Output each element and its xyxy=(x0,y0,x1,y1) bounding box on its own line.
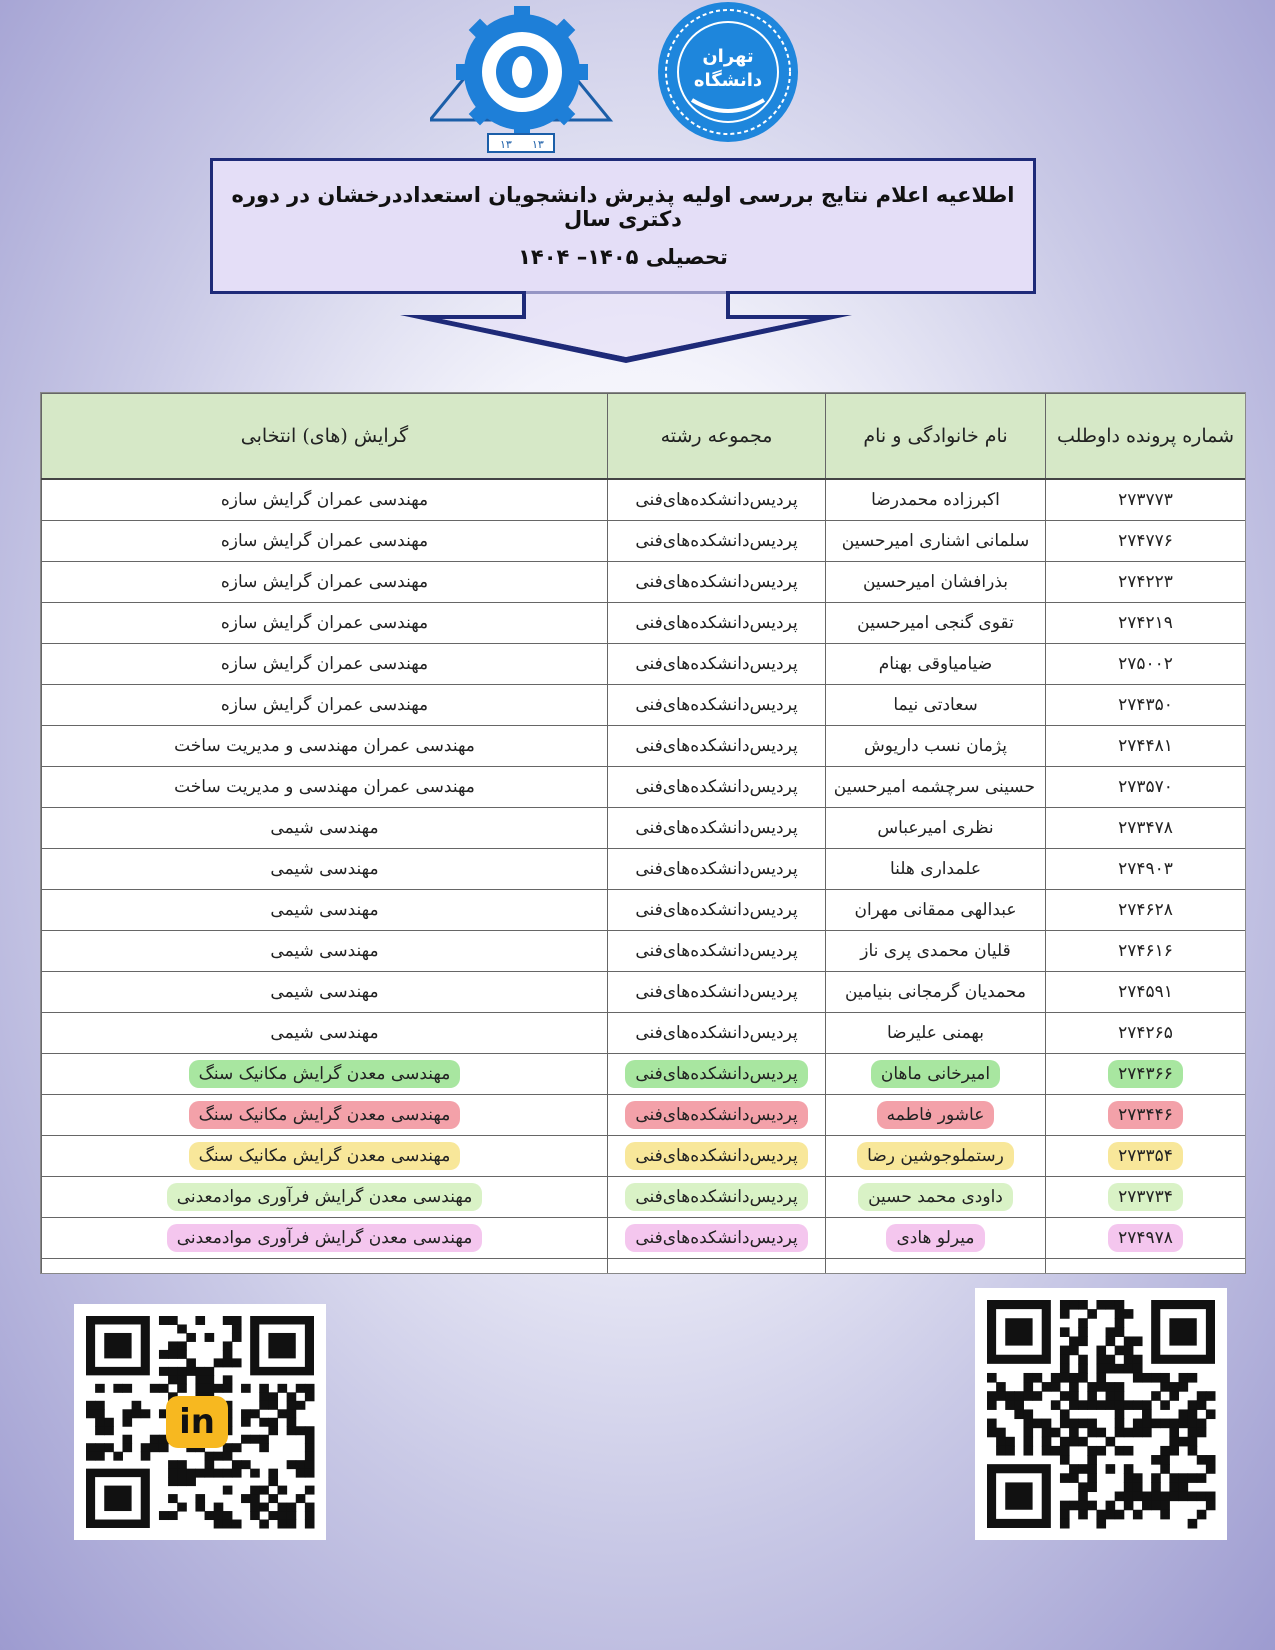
cell-full-name-text: پژمان نسب داریوش xyxy=(863,736,1008,756)
qr-code-icon xyxy=(975,1288,1227,1540)
cell-full-name xyxy=(826,849,1046,890)
cell-full-name-text: امیرخانی ماهان xyxy=(871,1060,1000,1088)
cell-full-name xyxy=(826,1095,1046,1136)
cell-selected-field-text: مهندسی معدن گرایش مکانیک سنگ xyxy=(189,1060,461,1088)
cell-selected-field xyxy=(42,603,608,644)
cell-full-name-text: سعادتی نیما xyxy=(893,695,978,715)
svg-text:دانشگاه: دانشگاه xyxy=(693,70,763,91)
header-program-group: مجموعه رشته xyxy=(608,394,826,480)
cell-program-group-text: پردیس‌دانشکده‌های‌فنی xyxy=(635,941,798,961)
cell-program-group-text: پردیس‌دانشکده‌های‌فنی xyxy=(635,654,798,674)
cell-file-number-text: ۲۷۴۲۱۹ xyxy=(1118,613,1173,633)
cell-file-number xyxy=(1046,931,1246,972)
cell-full-name-text: بذرافشان امیرحسین xyxy=(862,572,1009,592)
cell-selected-field xyxy=(42,685,608,726)
cell-selected-field-text: مهندسی شیمی xyxy=(270,900,379,920)
cell-program-group-text: پردیس‌دانشکده‌های‌فنی xyxy=(625,1183,807,1211)
cell-full-name xyxy=(826,603,1046,644)
cell-full-name xyxy=(826,562,1046,603)
cell-file-number-text: ۲۷۴۲۶۵ xyxy=(1118,1023,1173,1043)
cell-full-name-text: محمدیان گرمجانی بنیامین xyxy=(844,982,1026,1002)
cell-file-number xyxy=(1046,1136,1246,1177)
cell-program-group-text: پردیس‌دانشکده‌های‌فنی xyxy=(625,1224,807,1252)
down-arrow-icon xyxy=(400,291,852,369)
header-full-name: نام خانوادگی و نام xyxy=(826,394,1046,480)
cell-program-group-text: پردیس‌دانشکده‌های‌فنی xyxy=(635,572,798,592)
cell-empty xyxy=(608,1259,826,1275)
cell-selected-field xyxy=(42,1054,608,1095)
cell-full-name-text: رستملوجوشین رضا xyxy=(857,1142,1014,1170)
cell-program-group xyxy=(608,1013,826,1054)
linkedin-badge-icon: in xyxy=(166,1396,228,1448)
logos xyxy=(430,0,820,158)
cell-program-group xyxy=(608,1136,826,1177)
cell-program-group xyxy=(608,849,826,890)
cell-file-number xyxy=(1046,521,1246,562)
cell-selected-field xyxy=(42,890,608,931)
cell-file-number xyxy=(1046,1054,1246,1095)
cell-program-group xyxy=(608,603,826,644)
cell-program-group-text: پردیس‌دانشکده‌های‌فنی xyxy=(635,982,798,1002)
cell-program-group-text: پردیس‌دانشکده‌های‌فنی xyxy=(635,818,798,838)
cell-selected-field-text: مهندسی عمران گرایش سازه xyxy=(220,654,429,674)
cell-selected-field-text: مهندسی عمران گرایش سازه xyxy=(220,531,429,551)
cell-full-name xyxy=(826,1136,1046,1177)
cell-full-name-text: قلیان محمدی پری ناز xyxy=(860,941,1011,961)
cell-program-group-text: پردیس‌دانشکده‌های‌فنی xyxy=(635,490,798,510)
cell-full-name-text: داودی محمد حسین xyxy=(858,1183,1013,1211)
cell-selected-field-text: مهندسی عمران گرایش سازه xyxy=(220,613,429,633)
cell-file-number xyxy=(1046,644,1246,685)
cell-file-number xyxy=(1046,603,1246,644)
table-row xyxy=(42,521,1246,562)
cell-selected-field xyxy=(42,1177,608,1218)
cell-full-name-text: اکبرزاده محمدرضا xyxy=(871,490,1000,510)
cell-full-name-text: ضیامیاوقی بهنام xyxy=(878,654,993,674)
cell-program-group xyxy=(608,767,826,808)
cell-file-number xyxy=(1046,808,1246,849)
cell-full-name-text: بهمنی علیرضا xyxy=(887,1023,984,1043)
table-row xyxy=(42,685,1246,726)
cell-selected-field-text: مهندسی شیمی xyxy=(270,982,379,1002)
cell-file-number xyxy=(1046,685,1246,726)
cell-file-number xyxy=(1046,972,1246,1013)
table-row xyxy=(42,479,1246,521)
table-row xyxy=(42,767,1246,808)
svg-text:تهران: تهران xyxy=(702,46,754,67)
cell-file-number xyxy=(1046,849,1246,890)
cell-file-number-text: ۲۷۴۶۱۶ xyxy=(1118,941,1173,961)
cell-program-group xyxy=(608,931,826,972)
cell-selected-field xyxy=(42,808,608,849)
cell-selected-field xyxy=(42,1095,608,1136)
header-file-number: شماره پرونده داوطلب xyxy=(1046,394,1246,480)
university-of-tehran-logo xyxy=(658,2,798,142)
cell-program-group xyxy=(608,808,826,849)
cell-program-group xyxy=(608,1095,826,1136)
cell-program-group-text: پردیس‌دانشکده‌های‌فنی xyxy=(625,1101,807,1129)
table-row xyxy=(42,562,1246,603)
cell-program-group-text: پردیس‌دانشکده‌های‌فنی xyxy=(625,1060,807,1088)
cell-program-group-text: پردیس‌دانشکده‌های‌فنی xyxy=(635,531,798,551)
cell-file-number-text: ۲۷۴۷۷۶ xyxy=(1118,531,1173,551)
table-row xyxy=(42,1095,1246,1136)
cell-selected-field-text: مهندسی معدن گرایش مکانیک سنگ xyxy=(189,1101,461,1129)
cell-file-number xyxy=(1046,767,1246,808)
cell-program-group xyxy=(608,890,826,931)
cell-program-group-text: پردیس‌دانشکده‌های‌فنی xyxy=(635,777,798,797)
cell-program-group-text: پردیس‌دانشکده‌های‌فنی xyxy=(625,1142,807,1170)
cell-program-group xyxy=(608,1054,826,1095)
cell-selected-field xyxy=(42,1218,608,1259)
table-row xyxy=(42,890,1246,931)
cell-program-group-text: پردیس‌دانشکده‌های‌فنی xyxy=(635,1023,798,1043)
cell-full-name xyxy=(826,890,1046,931)
cell-full-name xyxy=(826,726,1046,767)
cell-file-number xyxy=(1046,1095,1246,1136)
cell-program-group-text: پردیس‌دانشکده‌های‌فنی xyxy=(635,900,798,920)
cell-selected-field-text: مهندسی عمران گرایش سازه xyxy=(220,572,429,592)
cell-file-number-text: ۲۷۴۳۵۰ xyxy=(1118,695,1173,715)
table-row xyxy=(42,1177,1246,1218)
cell-empty xyxy=(1046,1259,1246,1275)
cell-program-group-text: پردیس‌دانشکده‌های‌فنی xyxy=(635,613,798,633)
cell-full-name xyxy=(826,808,1046,849)
cell-full-name xyxy=(826,1054,1046,1095)
cell-selected-field-text: مهندسی معدن گرایش فرآوری موادمعدنی xyxy=(167,1224,483,1252)
table-row xyxy=(42,603,1246,644)
svg-text:۱۳: ۱۳ xyxy=(500,138,512,151)
cell-file-number-text: ۲۷۳۵۷۰ xyxy=(1118,777,1173,797)
cell-selected-field xyxy=(42,644,608,685)
cell-program-group xyxy=(608,562,826,603)
table-row-partial xyxy=(42,1259,1246,1275)
cell-selected-field xyxy=(42,726,608,767)
cell-full-name-text: تقوی گنجی امیرحسین xyxy=(857,613,1014,633)
cell-program-group xyxy=(608,726,826,767)
cell-file-number-text: ۲۷۴۶۲۸ xyxy=(1118,900,1173,920)
cell-selected-field-text: مهندسی عمران گرایش سازه xyxy=(220,695,429,715)
cell-file-number xyxy=(1046,1013,1246,1054)
cell-full-name-text: علمداری هلنا xyxy=(889,859,982,879)
table-row xyxy=(42,931,1246,972)
cell-selected-field-text: مهندسی شیمی xyxy=(270,818,379,838)
cell-selected-field xyxy=(42,1013,608,1054)
cell-selected-field xyxy=(42,1136,608,1177)
cell-full-name xyxy=(826,767,1046,808)
cell-selected-field-text: مهندسی شیمی xyxy=(270,1023,379,1043)
cell-full-name-text: حسینی سرچشمه امیرحسین xyxy=(833,777,1035,797)
cell-selected-field xyxy=(42,479,608,521)
cell-full-name xyxy=(826,1218,1046,1259)
table-header-row xyxy=(42,394,1246,480)
cell-file-number-text: ۲۷۳۷۷۳ xyxy=(1118,490,1173,510)
cell-full-name-text: نظری امیرعباس xyxy=(877,818,994,838)
cell-file-number-text: ۲۷۳۴۴۶ xyxy=(1108,1101,1183,1129)
cell-full-name-text: عاشور فاطمه xyxy=(877,1101,995,1129)
table-row xyxy=(42,972,1246,1013)
cell-file-number-text: ۲۷۳۳۵۴ xyxy=(1108,1142,1183,1170)
results-table xyxy=(41,393,1246,1274)
cell-file-number-text: ۲۷۴۵۹۱ xyxy=(1118,982,1173,1002)
table-row xyxy=(42,1054,1246,1095)
cell-program-group xyxy=(608,972,826,1013)
header-selected-field: گرایش (های) انتخابی xyxy=(42,394,608,480)
cell-program-group-text: پردیس‌دانشکده‌های‌فنی xyxy=(635,859,798,879)
cell-program-group xyxy=(608,685,826,726)
cell-program-group-text: پردیس‌دانشکده‌های‌فنی xyxy=(635,736,798,756)
cell-selected-field xyxy=(42,767,608,808)
cell-file-number-text: ۲۷۳۴۷۸ xyxy=(1118,818,1173,838)
cell-program-group xyxy=(608,1218,826,1259)
announcement-banner xyxy=(210,158,1036,294)
table-row xyxy=(42,1136,1246,1177)
website-qr-code[interactable] xyxy=(975,1288,1227,1540)
cell-file-number-text: ۲۷۳۷۳۴ xyxy=(1108,1183,1183,1211)
cell-file-number xyxy=(1046,1177,1246,1218)
cell-full-name xyxy=(826,644,1046,685)
cell-file-number xyxy=(1046,890,1246,931)
cell-file-number-text: ۲۷۴۳۶۶ xyxy=(1108,1060,1183,1088)
cell-full-name xyxy=(826,685,1046,726)
cell-selected-field-text: مهندسی معدن گرایش فرآوری موادمعدنی xyxy=(167,1183,483,1211)
cell-program-group xyxy=(608,521,826,562)
cell-file-number xyxy=(1046,726,1246,767)
faculty-gear-logo xyxy=(430,6,610,152)
table-row xyxy=(42,808,1246,849)
svg-text:۱۳: ۱۳ xyxy=(532,138,544,151)
cell-file-number xyxy=(1046,562,1246,603)
cell-file-number xyxy=(1046,479,1246,521)
cell-selected-field-text: مهندسی معدن گرایش مکانیک سنگ xyxy=(189,1142,461,1170)
cell-selected-field-text: مهندسی شیمی xyxy=(270,941,379,961)
cell-selected-field xyxy=(42,972,608,1013)
cell-selected-field xyxy=(42,562,608,603)
cell-full-name xyxy=(826,931,1046,972)
cell-program-group xyxy=(608,1177,826,1218)
cell-empty xyxy=(42,1259,608,1275)
cell-selected-field-text: مهندسی عمران گرایش سازه xyxy=(220,490,429,510)
cell-program-group xyxy=(608,644,826,685)
cell-full-name-text: میرلو هادی xyxy=(886,1224,984,1252)
cell-file-number-text: ۲۷۴۹۷۸ xyxy=(1108,1224,1183,1252)
table-row xyxy=(42,1013,1246,1054)
cell-full-name-text: سلمانی اشناری امیرحسین xyxy=(841,531,1030,551)
cell-file-number xyxy=(1046,1218,1246,1259)
cell-selected-field xyxy=(42,849,608,890)
cell-full-name xyxy=(826,521,1046,562)
cell-full-name xyxy=(826,479,1046,521)
cell-program-group-text: پردیس‌دانشکده‌های‌فنی xyxy=(635,695,798,715)
table-row xyxy=(42,726,1246,767)
cell-full-name xyxy=(826,1177,1046,1218)
cell-full-name-text: عبدالهی ممقانی مهران xyxy=(854,900,1017,920)
cell-file-number-text: ۲۷۵۰۰۲ xyxy=(1118,654,1173,674)
table-row xyxy=(42,1218,1246,1259)
table-row xyxy=(42,849,1246,890)
cell-selected-field-text: مهندسی عمران مهندسی و مدیریت ساخت xyxy=(174,736,475,756)
faculty-logo-and-university-logo xyxy=(430,0,820,158)
cell-file-number-text: ۲۷۴۲۲۳ xyxy=(1118,572,1173,592)
cell-selected-field-text: مهندسی عمران مهندسی و مدیریت ساخت xyxy=(174,777,475,797)
banner-title-line-2: تحصیلی ۱۴۰۵– ۱۴۰۴ xyxy=(518,245,728,269)
cell-selected-field xyxy=(42,931,608,972)
cell-file-number-text: ۲۷۴۴۸۱ xyxy=(1118,736,1173,756)
table-row xyxy=(42,644,1246,685)
cell-full-name xyxy=(826,972,1046,1013)
results-table-container xyxy=(40,392,1246,1274)
cell-file-number-text: ۲۷۴۹۰۳ xyxy=(1118,859,1173,879)
cell-program-group xyxy=(608,479,826,521)
linkedin-qr-code[interactable] xyxy=(74,1304,326,1540)
banner-title-line-1: اطلاعیه اعلام نتایج بررسی اولیه پذیرش دانشجویان استعداددرخشان در دوره دکتری سال xyxy=(231,183,1015,231)
cell-selected-field-text: مهندسی شیمی xyxy=(270,859,379,879)
cell-empty xyxy=(826,1259,1046,1275)
cell-full-name xyxy=(826,1013,1046,1054)
cell-selected-field xyxy=(42,521,608,562)
